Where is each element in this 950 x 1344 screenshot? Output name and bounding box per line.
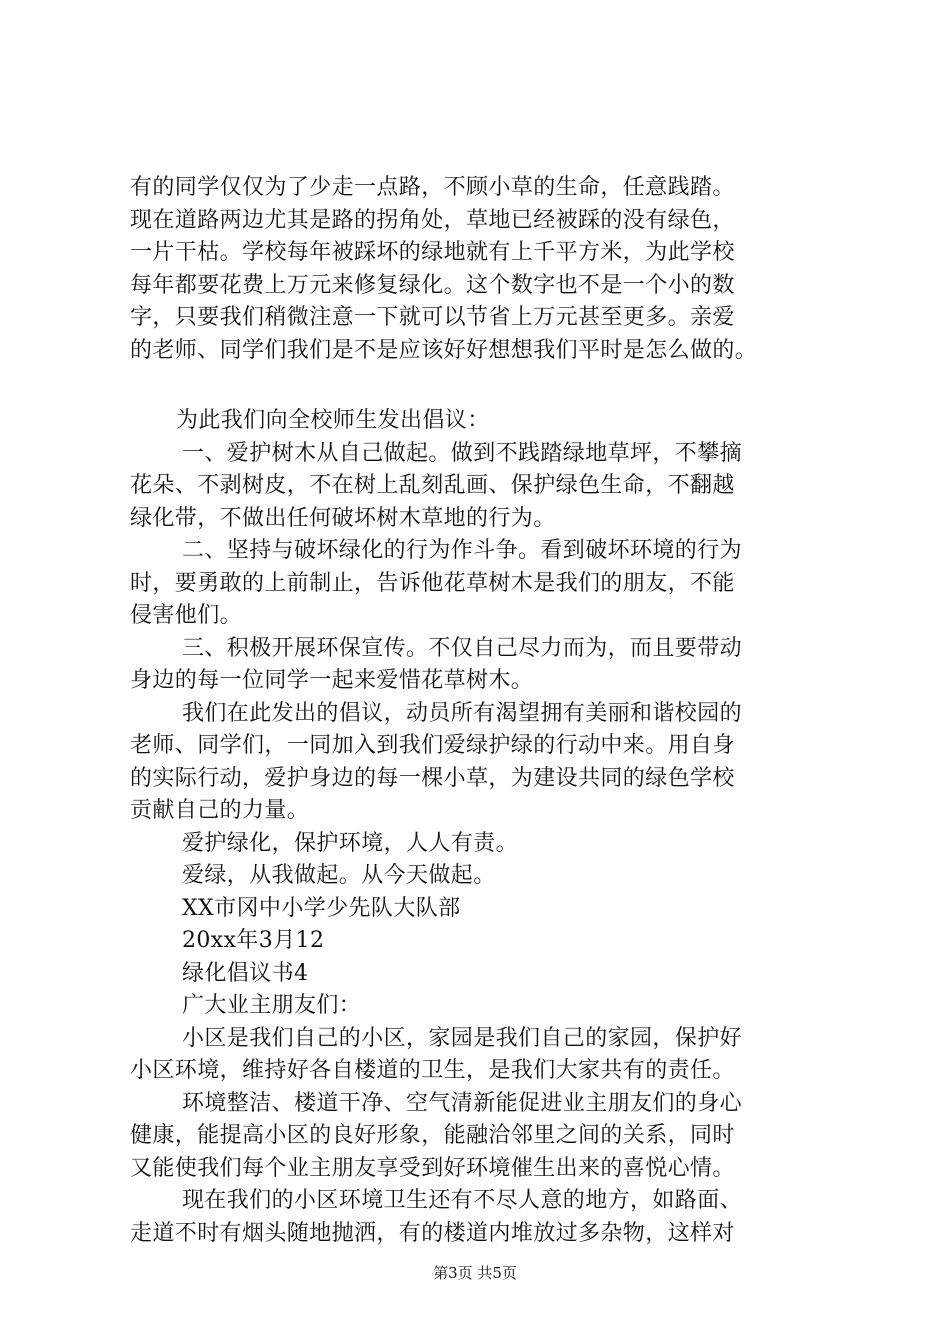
text-line: 的实际行动，爱护身边的每一棵小草，为建设共同的绿色学校 xyxy=(130,765,735,791)
text-line: 的老师、同学们我们是不是应该好好想想我们平时是怎么做的。 xyxy=(130,337,758,363)
text-line: 贡献自己的力量。 xyxy=(130,798,310,823)
text-line: 环境整洁、楼道干净、空气清新能促进业主朋友们的身心 xyxy=(182,1090,743,1116)
page-footer: 第3页 共5页 xyxy=(433,1264,517,1282)
text-line: 三、积极开展环保宣传。不仅自己尽力而为，而且要带动 xyxy=(182,635,743,661)
text-line: 侵害他们。 xyxy=(130,603,243,628)
text-line: 一、爱护树木从自己做起。做到不践踏绿地草坪，不攀摘 xyxy=(182,440,743,466)
date: 20xx年3月12 xyxy=(182,928,325,953)
paragraph-lawn-damage xyxy=(130,172,835,367)
paragraph-community xyxy=(130,1023,835,1088)
slogan-line: 爱绿，从我做起。从今天做起。 xyxy=(182,863,496,888)
proposal-intro: 为此我们向全校师生发出倡议： xyxy=(176,408,490,433)
text-line: 字，只要我们稍微注意一下就可以节省上万元甚至更多。亲爱 xyxy=(130,305,735,330)
text-line: 我们在此发出的倡议，动员所有渴望拥有美丽和谐校园的 xyxy=(182,700,743,726)
text-line: 现在道路两边尤其是路的拐角处，草地已经被踩的没有绿色， xyxy=(130,207,735,233)
text-line: 每年都要花费上万元来修复绿化。这个数字也不是一个小的数 xyxy=(130,272,735,298)
greeting: 广大业主朋友们： xyxy=(182,993,362,1018)
text-line: 身边的每一位同学一起来爱惜花草树木。 xyxy=(130,668,534,693)
proposal-item-2 xyxy=(130,535,835,633)
text-line: 花朵、不剥树皮，不在树上乱刻乱画、保护绿色生命，不翻越 xyxy=(130,473,735,498)
text-line: 小区环境，维持好各自楼道的卫生，是我们大家共有的责任。 xyxy=(130,1058,735,1083)
section-title: 绿化倡议书4 xyxy=(182,960,309,986)
text-line: 二、坚持与破坏绿化的行为作斗争。看到破坏环境的行为 xyxy=(182,538,743,563)
paragraph-gap xyxy=(130,367,835,405)
paragraph-environment xyxy=(130,1088,835,1186)
closing-paragraph xyxy=(130,698,835,828)
document-body xyxy=(130,172,835,1250)
text-line: 现在我们的小区环境卫生还有不尽人意的地方，如路面、 xyxy=(182,1188,743,1213)
text-line: 健康，能提高小区的良好形象，能融洽邻里之间的关系，同时 xyxy=(130,1123,735,1148)
text-line: 时，要勇敢的上前制止，告诉他花草树木是我们的朋友，不能 xyxy=(130,570,735,596)
text-line: 走道不时有烟头随地抛洒，有的楼道内堆放过多杂物，这样对 xyxy=(130,1220,735,1246)
proposal-item-3 xyxy=(130,633,835,698)
slogan-line: 爱护绿化，保护环境，人人有责。 xyxy=(182,830,519,856)
text-line: 又能使我们每个业主朋友享受到好环境催生出来的喜悦心情。 xyxy=(130,1155,735,1181)
proposal-item-1 xyxy=(130,438,835,536)
text-line: 绿化带，不做出任何破坏树木草地的行为。 xyxy=(130,505,556,531)
text-line: 老师、同学们，一同加入到我们爱绿护绿的行动中来。用自身 xyxy=(130,733,735,758)
text-line: 有的同学仅仅为了少走一点路，不顾小草的生命，任意践踏。 xyxy=(130,175,735,200)
signature: XX市冈中小学少先队大队部 xyxy=(182,895,461,921)
text-line: 小区是我们自己的小区，家园是我们自己的家园，保护好 xyxy=(182,1025,743,1051)
text-line: 一片干枯。学校每年被踩坏的绿地就有上千平方米，为此学校 xyxy=(130,240,735,265)
paragraph-current-issues xyxy=(130,1185,835,1250)
